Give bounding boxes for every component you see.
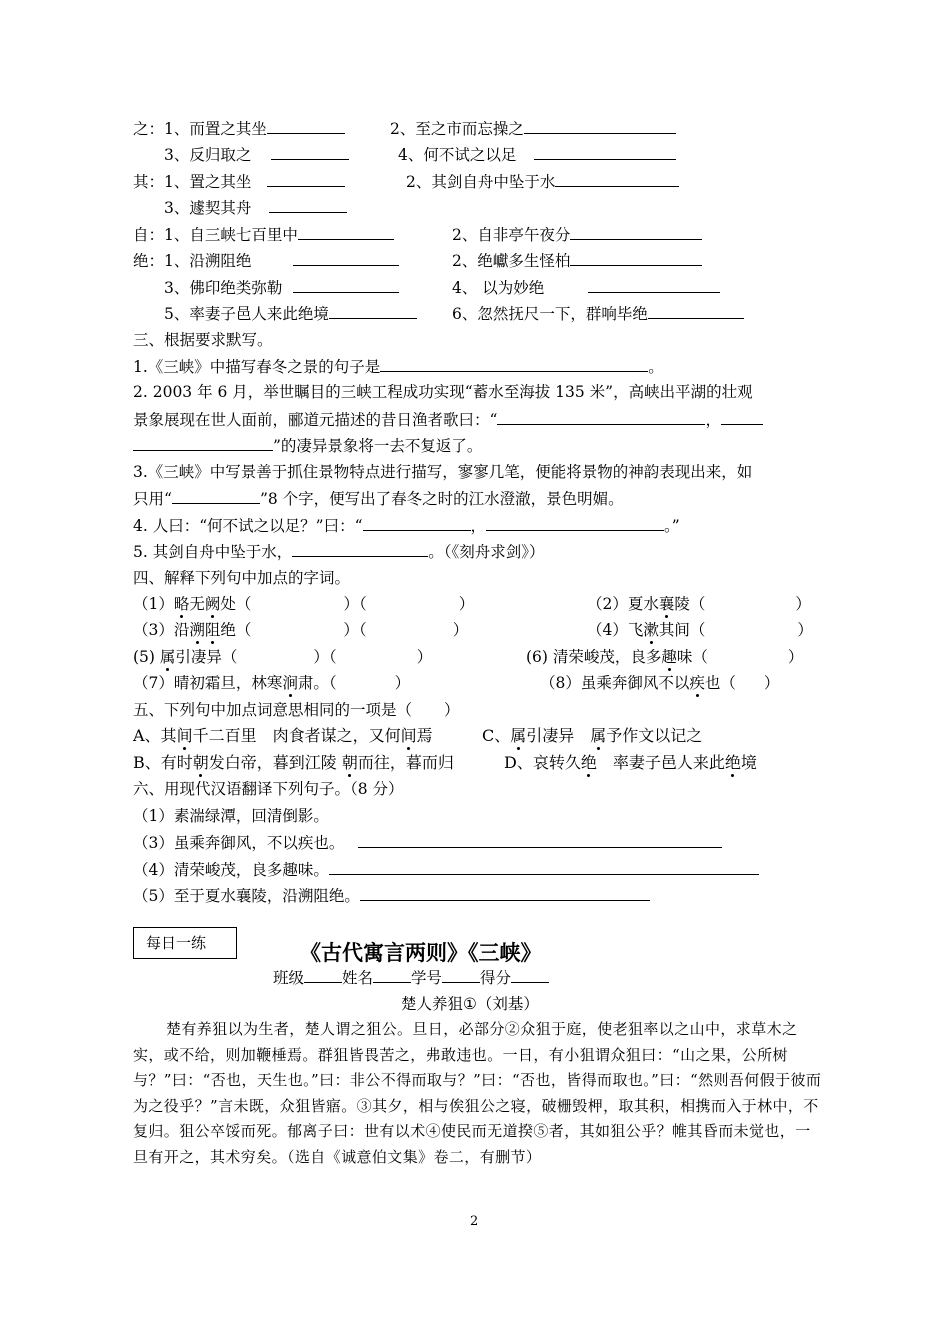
answer-blank[interactable]	[380, 356, 648, 372]
s4-item-1	[133, 594, 474, 614]
heading-text: 五、下列句中加点词意思相同的一项是（	[133, 701, 413, 719]
daily-practice-label: 每日一练	[146, 934, 207, 952]
answer-blank[interactable]	[648, 303, 744, 319]
dotted-char: 属	[159, 648, 176, 666]
student-info-row	[273, 967, 549, 988]
story-body: 楚有养狙以为生者，楚人谓之狙公。旦日，必部分②众狙于庭，使老狙率以之山中，求草木之实，或不给，则加鞭棰焉。群狙皆畏苦之，弗敢违也。一日，有小狙谓众狙曰：“山之果，公所树与？”曰：“否也，天生也。”曰：非公不得而取与？”曰：“否也，皆得而取也。”曰：“然则吾何假于彼而为之役乎？”言未既，众狙皆寤。③其夕，相与俟狙公之寝，破栅毁柙，取其积，相携而入于林中，不复归。狙公卒馁而死。郁离子曰：世有以术④使民而无道揆⑤者，其如狙公乎？帷其昏而未觉也，一旦有开之，其术穷矣。（选自《诚意伯文集》卷二，有删节）	[133, 1020, 822, 1166]
answer-blank[interactable]	[721, 409, 763, 425]
qi-row-2	[164, 197, 347, 218]
question-text: 5. 其剑自舟中坠于水，	[133, 543, 293, 561]
s4-item-5	[133, 647, 432, 667]
score-label: 得分	[480, 969, 512, 987]
answer-blank[interactable]	[486, 515, 664, 531]
s4-item-2	[587, 594, 811, 614]
paren: ）	[797, 621, 813, 639]
option-text: 千二百里 肉食者谋之，又何	[192, 726, 401, 745]
zhi-row-1	[133, 118, 345, 139]
item-text: （2）夏水	[587, 595, 659, 613]
dotted-char: 涧	[282, 674, 298, 692]
zhi-item-1: 之：1、而置之其坐	[133, 120, 267, 138]
s4-item-7	[133, 673, 410, 693]
option-text: 焉	[416, 726, 433, 745]
answer-blank[interactable]	[358, 832, 722, 848]
paren: ）	[458, 595, 475, 613]
jue-row-1	[133, 250, 399, 271]
s4-item-4	[587, 620, 813, 640]
answer-blank[interactable]	[293, 277, 399, 293]
s5-option-b	[133, 753, 454, 773]
dotted-char: 阻	[204, 621, 221, 639]
dotted-char: 属	[510, 726, 527, 745]
jue-item-1: 绝：1、沿溯阻绝	[133, 252, 252, 270]
item-text: 处（	[220, 595, 252, 613]
dotted-char: 疾	[689, 674, 705, 692]
option-text: 发白帝，暮到江陵	[208, 753, 342, 772]
item-text: （4）飞	[587, 621, 644, 639]
item-text: 绝（	[220, 621, 252, 639]
zhi-row-2	[164, 144, 349, 165]
answer-blank[interactable]	[588, 277, 720, 293]
answer-blank[interactable]	[555, 171, 679, 187]
number-label: 学号	[411, 969, 443, 987]
option-text: 予作文以记之	[606, 726, 703, 745]
s3-question-2a: 2. 2003 年 6 月，举世瞩目的三峡工程成功实现“蓄水至海拔 135 米”，高峡出平湖的壮观	[133, 383, 753, 401]
answer-blank[interactable]	[360, 885, 650, 901]
zhi-item-3: 3、反归取之	[164, 146, 252, 164]
qi-row-1b	[406, 171, 679, 192]
answer-blank[interactable]	[329, 303, 417, 319]
item-text: 引凄异（	[175, 648, 238, 666]
score-field[interactable]	[511, 967, 549, 983]
jue-row-1b	[452, 250, 702, 271]
paren: ）	[787, 648, 804, 666]
answer-blank[interactable]	[570, 250, 702, 266]
question-text: 1.《三峡》中描写春冬之景的句子是	[133, 358, 381, 376]
answer-blank[interactable]	[534, 144, 676, 160]
worksheet-title: 《古代寓言两则》《三峡》	[300, 941, 542, 965]
section-3-heading: 三、根据要求默写。	[133, 331, 273, 349]
item-label: （1）	[133, 595, 174, 613]
item-text: (6) 清荣峻茂，良多	[526, 648, 662, 666]
zi-row-1	[133, 224, 394, 245]
story-title: 楚人养狙①（刘基）	[401, 995, 539, 1013]
paren: ）	[452, 621, 469, 639]
number-field[interactable]	[442, 967, 480, 983]
answer-blank[interactable]	[267, 118, 345, 134]
qi-item-3: 3、遽契其舟	[164, 199, 252, 217]
s3-question-3b	[133, 488, 624, 509]
dotted-char: 绝	[580, 753, 597, 772]
punct: 。”	[664, 517, 680, 535]
s4-item-8	[540, 673, 779, 693]
punct: ，	[705, 411, 721, 429]
answer-blank[interactable]	[172, 488, 260, 504]
punct: ，	[470, 517, 487, 535]
item-label: (5)	[133, 648, 160, 666]
jue-row-2	[164, 277, 399, 298]
question-text: 。（《刻舟求剑》）	[428, 543, 545, 561]
dotted-char: 趣	[661, 648, 677, 666]
jue-item-2: 2、绝巘多生怪柏	[452, 252, 571, 270]
name-label: 姓名	[342, 969, 374, 987]
paren: ）	[394, 674, 411, 692]
answer-blank[interactable]	[570, 224, 702, 240]
dotted-char: 襄	[658, 595, 675, 613]
answer-blank[interactable]	[133, 435, 273, 451]
option-text: A、其	[133, 726, 177, 745]
paren: ）（	[343, 595, 367, 613]
s6-question-5	[133, 885, 650, 906]
s3-question-2c	[133, 435, 482, 456]
zi-row-1b	[452, 224, 702, 245]
s4-item-3	[133, 620, 468, 640]
dotted-char: 漱	[643, 621, 659, 639]
dotted-char: 间	[176, 726, 193, 745]
option-text: 引凄异	[526, 726, 591, 745]
dotted-char: 绝	[724, 753, 741, 772]
jue-item-6: 6、忽然抚尺一下，群响毕绝	[452, 305, 648, 323]
paren: ）	[795, 595, 811, 613]
paren: ）	[416, 648, 433, 666]
s6-question-1: （1）素湍绿潭，回清倒影。	[133, 807, 329, 825]
qi-row-1	[133, 171, 345, 192]
section-5-heading	[133, 700, 460, 720]
zhi-item-4: 4、何不试之以足	[398, 146, 517, 164]
dotted-char: 间	[400, 726, 417, 745]
answer-blank[interactable]	[524, 118, 676, 134]
jue-row-3b	[452, 303, 744, 324]
section-4-heading: 四、解释下列句中加点的字词。	[133, 569, 351, 587]
question-text: 景象展现在世人面前，郦道元描述的昔日渔者歌曰：“	[133, 411, 498, 429]
answer-blank[interactable]	[298, 224, 394, 240]
dotted-char: 朝	[192, 753, 209, 772]
qi-item-2: 2、其剑自舟中坠于水	[406, 173, 556, 191]
section-6-heading: 六、用现代汉语翻译下列句子。（8 分）	[133, 780, 404, 798]
s3-question-5	[133, 541, 544, 562]
dotted-char: 溯	[189, 621, 205, 639]
option-text: D、哀转久	[504, 753, 581, 772]
paren: ）	[444, 701, 460, 719]
question-text: ”8 个字，便写出了春冬之时的江水澄澈，景色明媚。	[259, 490, 624, 508]
question-text: （4）清荣峻茂，良多趣味。	[133, 861, 329, 879]
option-text: 率妻子邑人来此	[596, 753, 725, 772]
s5-option-a	[133, 726, 433, 746]
zi-item-1: 自：1、自三峡七百里中	[133, 226, 298, 244]
answer-blank[interactable]	[293, 250, 399, 266]
option-text: 而往，暮而归	[357, 753, 454, 772]
answer-blank[interactable]	[497, 409, 705, 425]
dotted-char: 阙	[204, 595, 221, 613]
item-text: （8）虽乘奔御风不以	[540, 674, 690, 692]
jue-row-2b	[452, 277, 720, 298]
s3-question-2b	[133, 409, 763, 430]
item-text: （3）沿	[133, 621, 190, 639]
page-number: 2	[470, 1214, 479, 1229]
dotted-char: 属	[590, 726, 607, 745]
option-text: C、	[482, 726, 511, 745]
dotted-char: 略	[173, 595, 190, 613]
question-text: ”的凄异景象将一去不复返了。	[273, 437, 483, 455]
s3-question-1	[133, 356, 664, 377]
jue-item-5: 5、率妻子邑人来此绝境	[164, 305, 329, 323]
paren: ）	[763, 674, 780, 692]
jue-item-3: 3、佛印绝类弥勒	[164, 279, 283, 297]
option-text: 境	[740, 753, 757, 772]
s4-item-6	[526, 647, 803, 667]
answer-blank[interactable]	[269, 197, 347, 213]
question-text: （5）至于夏水襄陵，沿溯阻绝。	[133, 887, 360, 905]
question-text: 4. 人曰：“何不试之以足？”曰：“	[133, 517, 363, 535]
question-text: （3）虽乘奔御风，不以疾也。	[133, 834, 345, 852]
qi-item-1: 其：1、置之其坐	[133, 173, 252, 191]
answer-blank[interactable]	[267, 171, 345, 187]
s5-option-c	[482, 726, 702, 746]
answer-blank[interactable]	[363, 515, 471, 531]
zi-item-2: 2、自非亭午夜分	[452, 226, 571, 244]
s5-option-d	[504, 753, 757, 773]
punct: 。	[648, 358, 664, 376]
s6-question-3	[133, 832, 722, 853]
item-text: 也（	[704, 674, 736, 692]
item-text: 其间（	[658, 621, 706, 639]
item-text: 无	[189, 595, 205, 613]
zhi-row-2b	[398, 144, 676, 165]
class-label: 班级	[273, 969, 305, 987]
item-text: 肃。（	[297, 674, 337, 692]
answer-blank[interactable]	[271, 144, 349, 160]
option-text: B、有时	[133, 753, 193, 772]
answer-blank[interactable]	[292, 541, 428, 557]
s3-question-3a: 3.《三峡》中写景善于抓住景物特点进行描写，寥寥几笔，便能将景物的神韵表现出来，如	[133, 463, 753, 481]
jue-row-3	[164, 303, 417, 324]
name-field[interactable]	[373, 967, 411, 983]
paren: ）（	[343, 621, 367, 639]
paren: ）（	[313, 648, 337, 666]
dotted-char: 朝	[341, 753, 358, 772]
answer-blank[interactable]	[329, 859, 759, 875]
item-text: 味（	[676, 648, 708, 666]
item-text: 陵（	[674, 595, 706, 613]
zhi-row-1b	[390, 118, 676, 139]
s3-question-4	[133, 515, 680, 536]
zhi-item-2: 2、至之市而忘操之	[390, 120, 524, 138]
question-text: 只用“	[133, 490, 172, 508]
class-field[interactable]	[304, 967, 342, 983]
s6-question-4	[133, 859, 759, 880]
item-text: （7）晴初霜旦，林寒	[133, 674, 283, 692]
jue-item-4: 4、 以为妙绝	[452, 279, 545, 297]
